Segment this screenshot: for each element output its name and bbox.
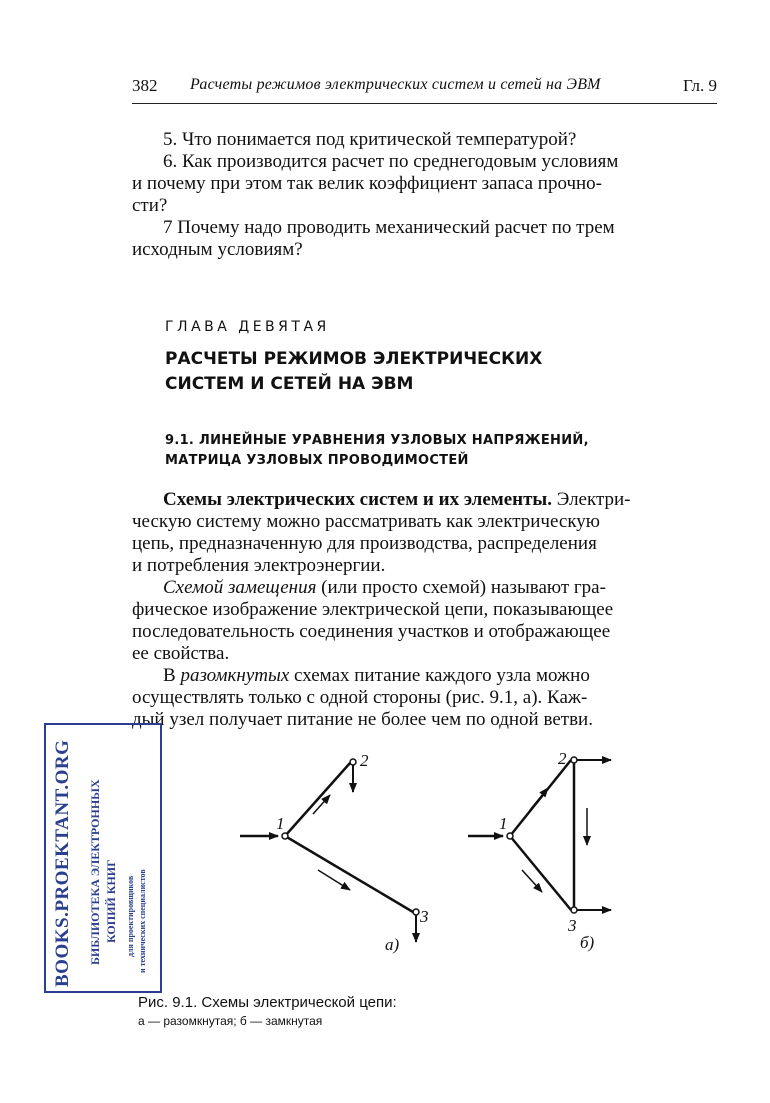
label-a-node-2: 2 xyxy=(360,751,369,770)
paragraph-schemes: Схемы электрических систем и их элементы. Электри- ческую систему можно рассматривать как электрическую цепь, предназначенную для производства, распределения и потребления электроэнергии. xyxy=(132,489,631,576)
diagram-closed xyxy=(468,757,611,913)
branch-1-3 xyxy=(510,836,571,910)
chapter-label: ГЛАВА ДЕВЯТАЯ xyxy=(165,319,330,335)
term-italic-open: разомкнутых xyxy=(180,665,290,686)
figure-9-1 xyxy=(0,740,770,980)
diagram-open xyxy=(240,759,419,942)
chapter-title: РАСЧЕТЫ РЕЖИМОВ ЭЛЕКТРИЧЕСКИХ СИСТЕМ И СЕТЕЙ НА ЭВМ xyxy=(165,349,543,394)
chapter-marker: Гл. 9 xyxy=(682,76,717,95)
flow-arrow-1-2 xyxy=(313,795,330,814)
term-italic: Схемой замещения xyxy=(163,577,317,598)
flow-arrow-1-2 xyxy=(530,788,548,810)
branch-1-2 xyxy=(285,763,350,836)
node-1 xyxy=(282,833,288,839)
label-b-node-3: 3 xyxy=(568,916,577,935)
stamp-site: BOOKS.PROEKTANT.ORG xyxy=(52,739,73,987)
stamp-line-4: и технических специалистов xyxy=(138,869,147,973)
paragraph-lead-bold: Схемы электрических систем и их элементы. xyxy=(163,489,553,510)
section-title: 9.1. ЛИНЕЙНЫЕ УРАВНЕНИЯ УЗЛОВЫХ НАПРЯЖЕНИЙ, МАТРИЦА УЗЛОВЫХ ПРОВОДИМОСТЕЙ xyxy=(165,433,589,468)
node-3 xyxy=(413,909,419,915)
branch-1-3 xyxy=(285,836,413,912)
label-a-node-1: 1 xyxy=(276,814,285,833)
stamp-line-1: БИБЛИОТЕКА ЭЛЕКТРОННЫХ xyxy=(88,779,102,965)
node-2 xyxy=(350,759,356,765)
question-7: 7 Почему надо проводить механический расчет по трем исходным условиям? xyxy=(132,217,615,260)
node-2 xyxy=(571,757,577,763)
label-a-node-3: 3 xyxy=(420,907,429,926)
question-6: 6. Как производится расчет по среднегодовым условиям и почему при этом так велик коэффициент запаса прочно- сти? xyxy=(132,151,619,216)
figure-caption xyxy=(138,994,397,1028)
caption-main: Рис. 9.1. Схемы электрической цепи: xyxy=(138,994,397,1011)
paragraph-open-schemes: В разомкнутых схемах питание каждого узла можно осуществлять только с одной стороны (рис. 9.1, а). Каж- дый узел получает питание не более чем по одной ветви. xyxy=(132,665,593,730)
label-a-caption: а) xyxy=(385,935,400,954)
label-b-caption: б) xyxy=(580,933,595,952)
running-header xyxy=(132,76,717,102)
label-b-node-1: 1 xyxy=(499,814,508,833)
node-1 xyxy=(507,833,513,839)
paragraph-equivalent-circuit: Схемой замещения (или просто схемой) называют гра- фическое изображение электрической цепи, показывающее последовательность соединения участков и отображающее ее свойства. xyxy=(132,577,614,664)
stamp-line-3: для проектировщиков xyxy=(126,875,135,957)
page-number: 382 xyxy=(132,76,158,95)
stamp-line-2: КОПИЙ КНИГ xyxy=(104,859,118,943)
label-b-node-2: 2 xyxy=(558,749,567,768)
question-5: 5. Что понимается под критической температурой? xyxy=(163,129,577,150)
header-rule xyxy=(132,103,717,104)
flow-arrow-1-3 xyxy=(522,870,542,892)
node-3 xyxy=(571,907,577,913)
running-title: Расчеты режимов электрических систем и сетей на ЭВМ xyxy=(190,76,601,93)
caption-sub: а — разомкнутая; б — замкнутая xyxy=(138,1014,323,1028)
circuit-diagrams xyxy=(0,740,770,980)
figure-labels xyxy=(276,749,595,954)
